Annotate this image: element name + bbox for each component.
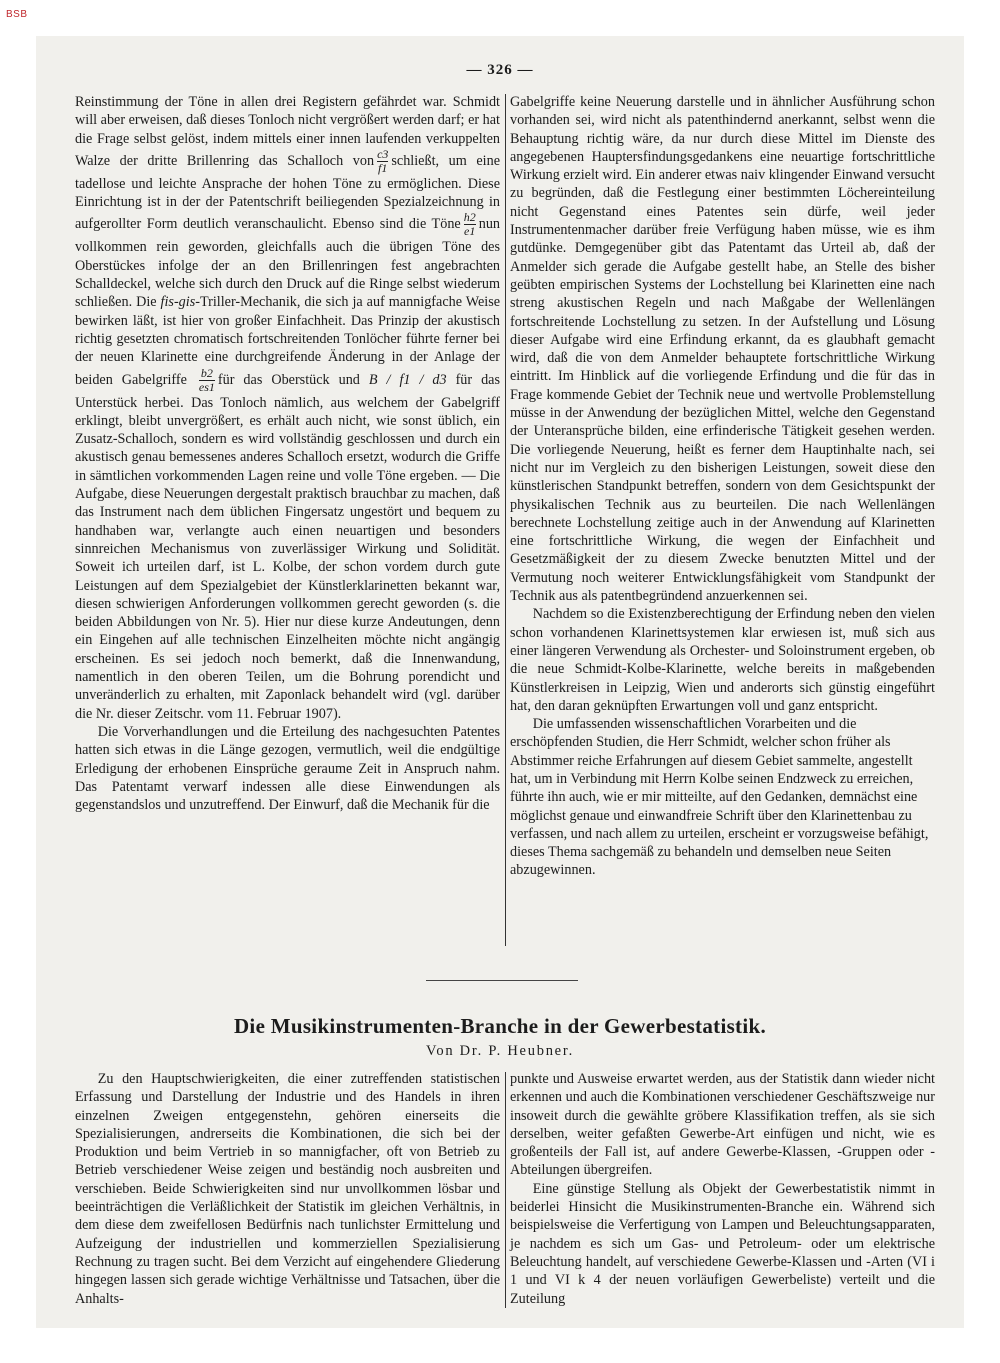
column-top-right	[510, 93, 935, 880]
fraction-numerator: c3	[377, 146, 389, 161]
text-run: nun vollkommen rein geworden, gleichfalls auch die übrigen Töne des Oberstückes infolge der an den Brillenringen fest angebrachten Schalldeckel, welche sich durch den Druck auf die Ringe selbst wiederum schließen. Die	[75, 216, 500, 311]
text-run: schließt, um eine tadellose und leichte Ansprache der hohen Töne zu ermöglichen. Diese Einrichtung ist in der der Patentschrift beiliegenden Spezialzeichnung in aufgerollter Form deutlich veranschaulicht. Ebenso sind die Töne	[75, 152, 500, 233]
italic-note-names: fis-gis	[160, 294, 196, 311]
column-bottom-right	[510, 1070, 935, 1308]
page-number: — 326 —	[466, 62, 534, 78]
text-run: für das Oberstück und	[217, 371, 360, 388]
article-byline: Von Dr. P. Heubner.	[426, 1043, 574, 1059]
column-divider	[505, 1072, 506, 1308]
fraction-c3-f1	[377, 148, 388, 175]
paragraph: Nachdem so die Existenzberechtigung der Erfindung neben den vielen schon vorhandenen Klarinettsystemen klar erwiesen ist, muß sich aus einer längeren Verwendung als Orchester- und Soloinstrument ergeben, ob die neue Schmidt-Kolbe-Klarinette, welche bereits in maßgebenden Künstlerkreisen in Leipzig, Wien und anderorts sich günstig eingeführt hat, den daran geknüpften Erwartungen voll und ganz entspricht.	[510, 606, 935, 714]
text-run: für das Unterstück herbei. Das Tonloch nämlich, aus welchem der Gabelgriff erklingt, bleibt unvergrößert, es erhält auch nicht, wie sonst üblich, ein Zusatz-Schalloch, sondern es wird vollständig geschlossen und durch ein akustisch genau bemessenes anderes Schalloch ersetzt, wodurch die Griffe in sämtlichen vorkommenden Lagen reine und volle Töne ergeben. — Die Aufgabe, diese Neuerungen dergestalt praktisch brauchbar zu machen, daß das Instrument nach dem üblichen Fingersatz ungestört und bequem zu handhaben war, verlangte auch einen neuartigen und besonders sinnreichen Mechanismus von zuverlässiger Wirkung und Solidität. Soweit ich urteilen darf, ist L. Kolbe, der schon vordem durch gute Leistungen auf dem Spezialgebiet der Künstlerklarinetten bekannt war, diesen schwierigen Anforderungen vollkommen gerecht geworden (s. die beiden Abbildungen von Nr. 5). Hier nur diese kurze Andeutungen, denn ein Eingehen auf alle technischen Einzelheiten möchte nicht angängig erscheinen. Es sei jedoch noch bemerkt, daß die Innenwandung, namentlich in den oberen Teilen, um die Bohrung porendicht und unveränderlich zu erhalten, mit Zaponlack behandelt wird (vgl. darüber die Nr. dieser Zeitschr. vom 11. Februar 1907).	[75, 371, 500, 722]
fraction-denominator: e1	[464, 224, 476, 239]
fraction-numerator: h2	[463, 210, 476, 225]
fraction-b2-es1	[199, 367, 215, 394]
paragraph: Gabelgriffe keine Neuerung darstelle und in ähnlicher Ausführung schon vorhanden sei, wird nicht als patenthindernd anerkannt, selbst wenn die Behauptung richtig wäre, da nur durch diese Mittel im Dienste des angegebenen Hauptersfindungsgedankens eine neuartige fortschrittliche Wirkung erzielt wird. Ein anderer etwas naiv klingender Einwand versucht zu begründen, daß die Festlegung einer bestimmten Löchereinteilung nicht Gegenstand eines Patentes sein dürfe, weil jeder Instrumentenmacher darüber freie Verfügung haben müsse, wie es ihm gutdünke. Demgegenüber gibt das Patentamt das Urteil ab, daß der Anmelder sich gerade die Aufgabe gestellt habe, an Stelle des bisher geübten empirischen Systems der Lochstellung bei Klarinetten eine nach streng akustischen Regeln und nach Maßgabe der Wellenlängen fortschreitende Lochstellung zu setzen. In der Aufstellung und Lösung dieser Aufgabe wird eine Erfindung erkannt, da es glaubhaft gemacht wird, daß die von dem Anmelder behauptete fortschrittliche Wirkung eintritt. Im Hinblick auf die vorliegende Erfindung und die für das in Frage kommende Gebiet der Technik neue und wertvolle Problemstellung müsse in der Anwendung der bezüglichen Mittel, welche den Gegenstand der Unteransprüche bilden, eine erfinderische Tätigkeit gesehen werden. Die vorliegende Neuerung, heißt es ferner dem Hauptinhalte nach, sei nicht nur im Vergleich zu den bisherigen Leistungen, soweit diese den künstlerischen Standpunkt betreffen, sondern von dem Gesichtspunkt der physikalischen Technik aus zu beurteilen. Die nach Wellenlängen berechnete Lochstellung zeitige auch in der Anwendung auf Klarinetten eine fortschrittliche Wirkung, die wegen der Einfachheit und Gesetzmäßigkeit der zu diesem Zwecke benutzten Mittel und der Vermutung noch weiterer Entwicklungsfähigkeit vom Standpunkt der Technik aus als patentbegründend anzuerkennen sei.	[510, 94, 935, 605]
fraction-numerator: b2	[200, 365, 213, 380]
column-divider	[505, 94, 506, 946]
column-bottom-left	[75, 1070, 500, 1308]
paragraph: Zu den Hauptschwierigkeiten, die einer zutreffenden statistischen Erfassung und Darstellung der Industrie und des Handels in ihren einzelnen Zweigen entgegenstehn, gehören einerseits die Spezialisierungen, andrerseits die Kombinationen, die sich bei der Produktion und beim Vertrieb in so mannigfacher, oft von Betrieb zu Betrieb verschiedener Weise zeigen und beständig noch ausbreiten und verschieben. Beide Schwierigkeiten sind nur unvollkommen lösbar und beeinträchtigen die Verläßlichkeit der Statistik im gleichen Verhältnis, in dem diese dem zweifellosen Bedürfnis nach tunlichster Ermittelung und Aufzeigung der industriellen und kommerziellen Spezialisierung Rechnung zu tragen sucht. Bei dem Verzicht auf eingehendere Gliederung hingegen lassen sich gerade wichtige Verhältnisse und Tatsachen, über die Anhalts-	[75, 1071, 500, 1307]
paragraph: Die umfassenden wissenschaftlichen Vorarbeiten und die erschöpfenden Studien, die Herr Schmidt, welcher schon früher als Abstimmer reiche Erfahrungen auf diesem Gebiet sammelte, angestellt hat, um in Verbindung mit Herrn Kolbe seinen Endzweck zu erreichen, führte ihn auch, wie er mir mitteilte, auf den Gedanken, demnächst eine möglichst genaue und einwandfreie Schrift über den Klarinettenbau zu verfassen, und nach allem zu urteilen, erscheint er vorzugsweise befähigt, dieses Thema sachgemäß zu behandeln und demselben neue Seiten abzugewinnen.	[510, 716, 929, 879]
text-run: -Triller-Mechanik, die sich ja auf mannigfache Weise bewirken läßt, ist hier von großer Einfachheit. Das Prinzip der akustisch richtig gesetzten chromatisch fortschreitenden Tonlöcher führte ferner bei der neuen Klarinette eine durchgreifende Änderung in der Anlage der beiden Gabelgriffe	[75, 294, 501, 388]
article-title: Die Musikinstrumenten-Branche in der Gewerbestatistik.	[233, 1014, 767, 1038]
fraction-h2-e1	[464, 211, 476, 238]
paragraph	[75, 93, 500, 723]
fraction-denominator: es1	[198, 379, 215, 394]
formula: B / f1 / d3	[368, 371, 447, 388]
section-separator	[426, 980, 578, 981]
paragraph: punkte und Ausweise erwartet werden, aus der Statistik dann wieder nicht erkennen und auch die Kombinationen verschiedener Geschäftszweige nur insoweit durch die gewählte gröbere Klassifikation treffen, als sie sich derselben, weiter gefaßten Gewerbe-Art einfügen und nicht, wie es großenteils der Fall ist, auf andere Gewerbe-Klassen, -Gruppen oder -Abteilungen übergreifen.	[510, 1071, 935, 1179]
paragraph: Eine günstige Stellung als Objekt der Gewerbestatistik nimmt in beiderlei Hinsicht die Musikinstrumenten-Branche ein. Während sich beispielsweise die Verfertigung von Lampen und Beleuchtungsapparaten, je nachdem es sich um Gas- und Petroleum- oder um elektrische Beleuchtung handelt, auf verschiedene Gewerbe-Klassen und -Arten (VI i 1 und VI k 4 der neuen vorläufigen Gewerbeliste) verteilt und die Zuteilung	[510, 1180, 935, 1307]
paragraph: Die Vorverhandlungen und die Erteilung des nachgesuchten Patentes hatten sich etwas in die Länge gezogen, vermutlich, weil die endgültige Erledigung der erhobenen Einsprüche geraume Zeit in Anspruch nahm. Das Patentamt verwarf indessen alle diese Einwendungen als gegenstandslos und unzutreffend. Der Einwurf, daß die Mechanik für die	[75, 723, 500, 814]
library-mark: BSB	[6, 9, 28, 20]
fraction-denominator: f1	[378, 160, 388, 175]
column-top-left	[75, 93, 500, 814]
text-run: Reinstimmung der Töne in allen drei Registern gefährdet war. Schmidt will aber erweisen, daß dieses Tonloch nicht vergrößert werden darf; er hat die Frage selbst gelöst, indem mittels einer innen laufenden verkuppelten Walze der dritte Brillenring das Schalloch von	[75, 94, 500, 169]
